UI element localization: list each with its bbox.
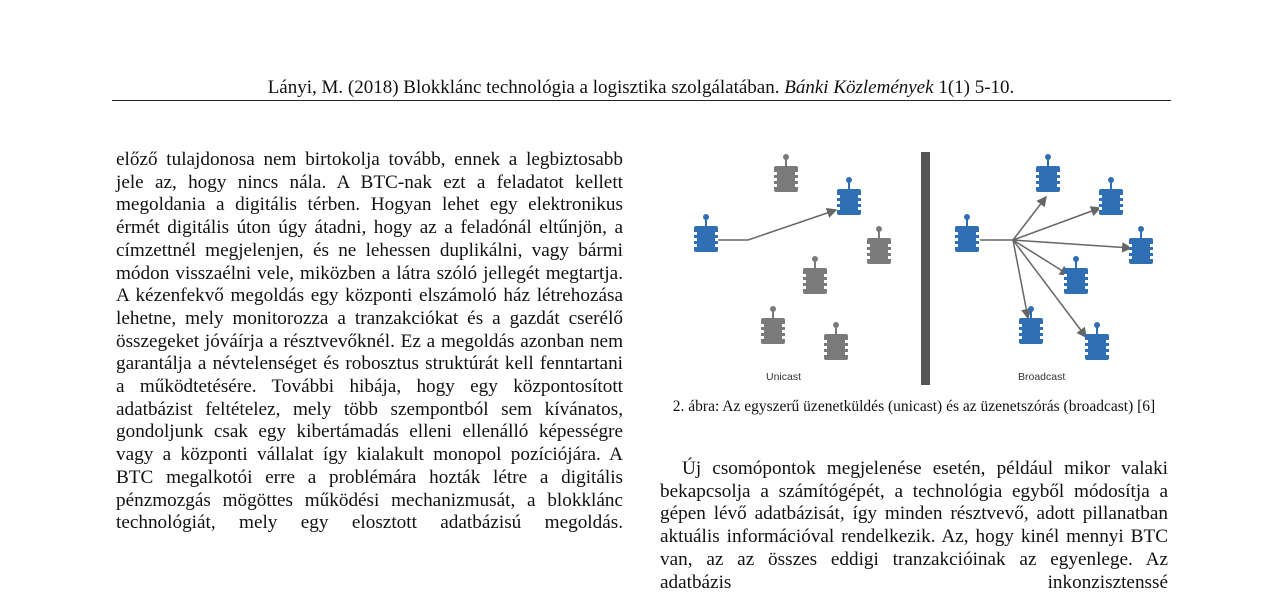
figure-caption: 2. ábra: Az egyszerű üzenetküldés (unicast) és az üzenetszórás (broadcast) [6]	[672, 398, 1156, 415]
broadcast-receiver-node	[1064, 256, 1088, 294]
unicast-idle-node	[824, 322, 848, 360]
broadcast-receiver-node	[1036, 154, 1060, 192]
left-column	[116, 149, 623, 535]
page-header	[112, 76, 1170, 100]
unicast-idle-node	[867, 226, 891, 264]
unicast-label: Unicast	[766, 371, 802, 383]
network-figure	[676, 145, 1156, 390]
unicast-idle-node	[761, 306, 785, 344]
diagram-divider	[921, 152, 930, 385]
right-paragraph: Új csomópontok megjelenése esetén, például mikor valaki bekapcsolja a számítógépét, a technológia egyből módosítja a gépen lévő adatbázisát, így minden résztvevő, adott pillanatban aktuális információval rendelkezik. Az, hogy kinél mennyi BTC van, az az összes eddigi tranzakcióinak az egyenlege. Az adatbázis inkonzisztenssé	[660, 458, 1168, 593]
broadcast-arrows	[980, 197, 1131, 337]
broadcast-receiver-node	[1019, 306, 1043, 344]
citation-prefix: Lányi, M. (2018) Blokklánc technológia a logisztika szolgálatában.	[267, 77, 785, 98]
header-rule	[112, 100, 1171, 101]
broadcast-label: Broadcast	[1018, 371, 1066, 383]
unicast-arrow	[718, 210, 836, 240]
unicast-broadcast-diagram	[676, 145, 1156, 390]
citation-suffix: 1(1) 5-10.	[933, 77, 1015, 98]
right-column	[660, 458, 1168, 594]
left-paragraph: előző tulajdonosa nem birtokolja tovább, ennek a legbiztosabb jele az, hogy nincs nála. A BTC-nak ezt a feladatot kellett megoldania a digitális térben. Hogyan lehet egy elektronikus érmét digitális úton úgy átadni, hogy az a feladónál eltűnjön, a címzettnél megjelenjen, és ne lehessen duplikálni, vagy bármi módon visszaélni vele, miközben a látra szóló jellegét megtartja. A kézenfekvő megoldás egy központi elszámoló ház létrehozása lehetne, mely monitorozza a tranzakciókat és a gazdát cserélő összegeket jóváírja a résztvevőknél. Ez a megoldás azonban nem garantálja a névtelenséget és robosztus struktúrát kell fenntartani a működtetésére. További hibája, hogy egy központosított adatbázist feltételez, mely több szempontból sem kívánatos, gondoljunk csak egy kibertámadás elleni ellenálló képességre vagy a központi vállalat így kialakult monopol pozíciójára. A BTC megalkotói erre a problémára hozták létre a digitális pénzmozgás mögöttes működési mechanizmusát, a blokklánc technológiát, mely egy elosztott adatbázisú megoldás.	[116, 149, 623, 534]
unicast-sender-node	[694, 214, 718, 252]
broadcast-sender-node	[955, 214, 979, 252]
broadcast-receiver-node	[1099, 177, 1123, 215]
broadcast-receiver-node	[1085, 322, 1109, 360]
unicast-idle-node	[803, 256, 827, 294]
broadcast-receiver-node	[1129, 226, 1153, 264]
unicast-receiver-node	[837, 177, 861, 215]
journal-name: Bánki Közlemények	[784, 77, 934, 98]
unicast-idle-node	[774, 154, 798, 192]
